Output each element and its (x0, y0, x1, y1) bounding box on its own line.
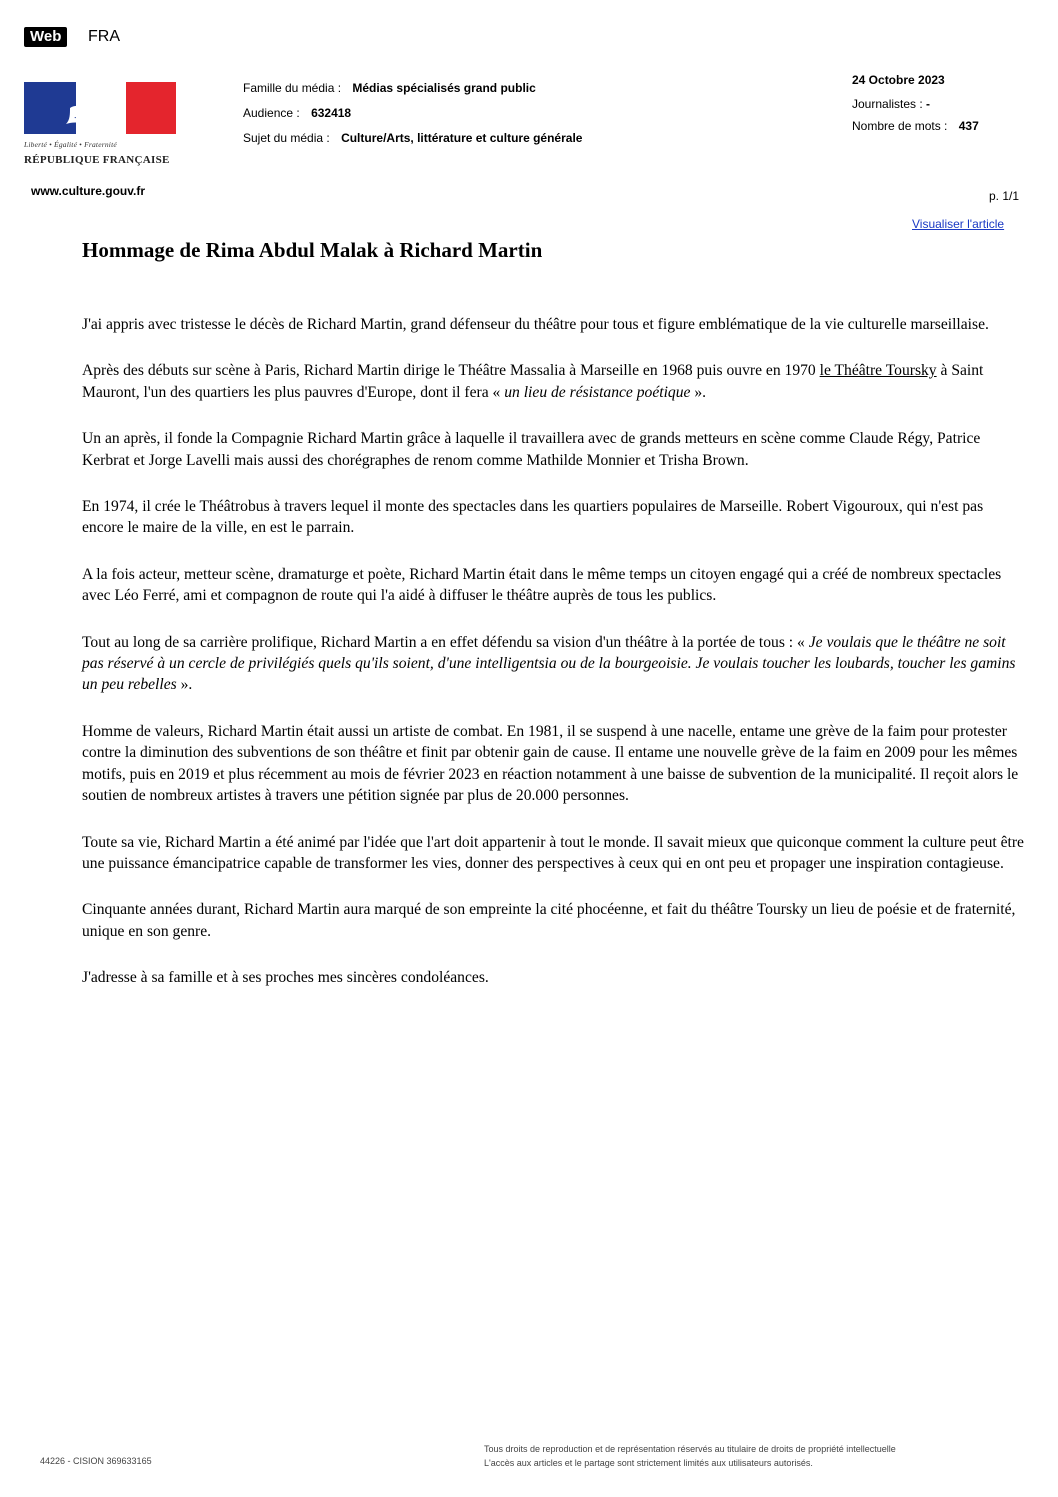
media-site-url: www.culture.gouv.fr (31, 184, 146, 198)
marianne-profile-icon (56, 82, 132, 134)
web-badge: Web (24, 27, 67, 47)
text-fragment: à Saint Mauront, l'un des quartiers les plus pauvres d'Europe, dont il fera « (82, 362, 984, 401)
media-family-value: Médias spécialisés grand public (352, 81, 536, 95)
article-title: Hommage de Rima Abdul Malak à Richard Martin (82, 238, 543, 262)
page-number: p. 1/1 (989, 189, 1020, 203)
publication-date: 24 Octobre 2023 (852, 73, 945, 87)
article-paragraph: En 1974, il crée le Théâtrobus à travers lequel il monte des spectacles dans les quartiers populaires de Marseille. Robert Vigouroux, qui n'est pas encore le maire de la ville, en est le parrain. (82, 498, 984, 537)
subject-value: Culture/Arts, littérature et culture générale (341, 131, 583, 145)
word-count-label: Nombre de mots : (852, 119, 948, 133)
quote-fragment: Je voulais que le théâtre ne soit pas réservé à un cercle de privilégiés quels qu'ils soient, d'une intelligentsia ou de la bourgeoisie. Je voulais toucher les loubards, toucher les gamins un peu rebelles (82, 633, 1016, 694)
journalists (852, 97, 930, 111)
article-paragraph: A la fois acteur, metteur scène, dramaturge et poète, Richard Martin était dans le même temps un citoyen engagé qui a créé de nombreux spectacles avec Léo Ferré, ami et compagnon de route qui l'a aidé à diffuser le théâtre auprès de tous les publics. (82, 565, 1002, 605)
logo-republic: RÉPUBLIQUE FRANÇAISE (24, 154, 170, 166)
footer-rights (484, 1442, 896, 1470)
article-paragraph: J'adresse à sa famille et à ses proches mes sincères condoléances. (82, 969, 489, 987)
theatre-toursky-link[interactable]: le Théâtre Toursky (819, 362, 937, 380)
language-label: FRA (88, 28, 120, 45)
text-fragment: ». (690, 383, 707, 401)
republique-francaise-logo (24, 82, 178, 166)
word-count-value: 437 (958, 119, 979, 133)
footer-document-id: 44226 - CISION 369633165 (40, 1456, 152, 1466)
article-paragraph: J'ai appris avec tristesse le décès de Richard Martin, grand défenseur du théâtre pour tous et figure emblématique de la vie culturelle marseillaise. (82, 316, 989, 333)
word-count (852, 119, 979, 133)
view-article-link[interactable]: Visualiser l'article (912, 217, 1005, 231)
journalists-value: - (926, 97, 931, 111)
text-fragment: Tout au long de sa carrière prolifique, Richard Martin a en effet défendu sa vision d'un théâtre à la portée de tous : « (82, 633, 809, 651)
audience-label: Audience : (243, 106, 300, 120)
journalists-label: Journalistes : (852, 97, 923, 111)
footer-rights-line: L'accès aux articles et le partage sont strictement limités aux utilisateurs autorisés. (484, 1458, 813, 1468)
flag-icon (24, 82, 176, 134)
article-paragraph (82, 632, 1027, 696)
media-audience (243, 106, 351, 120)
media-subject (243, 131, 582, 145)
quote-fragment: un lieu de résistance poétique (504, 383, 691, 401)
logo-motto: Liberté • Égalité • Fraternité (24, 140, 117, 149)
article-paragraph: Cinquante années durant, Richard Martin aura marqué de son empreinte la cité phocéenne, et fait du théâtre Toursky un lieu de poésie et de fraternité, unique en son genre. (82, 901, 1016, 940)
footer-rights-line: Tous droits de reproduction et de représentation réservés au titulaire de droits de propriété intellectuelle (484, 1444, 896, 1454)
article-paragraph: Un an après, il fonde la Compagnie Richard Martin grâce à laquelle il travaillera avec de grands metteurs en scène comme Claude Régy, Patrice Kerbrat et Jorge Lavelli mais aussi des chorégraphes de renom comme Mathilde Monnier et Trisha Brown. (82, 430, 981, 469)
subject-label: Sujet du média : (243, 131, 330, 145)
audience-value: 632418 (311, 106, 352, 120)
article-body (82, 314, 1027, 1014)
article-paragraph (82, 360, 1027, 403)
text-fragment: Après des débuts sur scène à Paris, Richard Martin dirige le Théâtre Massalia à Marseille en 1968 puis ouvre en 1970 (82, 362, 820, 380)
media-family-label: Famille du média : (243, 81, 342, 95)
article-paragraph: Toute sa vie, Richard Martin a été animé par l'idée que l'art doit appartenir à tout le monde. Il savait mieux que quiconque comment la culture peut être une puissance émancipatrice capable de transformer les vies, donner des perspectives à ceux qui en ont peu et propager une inspiration contagieuse. (82, 833, 1024, 872)
text-fragment: ». (176, 676, 193, 694)
media-family (243, 81, 536, 95)
article-paragraph: Homme de valeurs, Richard Martin était aussi un artiste de combat. En 1981, il se suspend à une nacelle, entame une grève de la faim pour protester contre la diminution des subventions de son théâtre et finit par obtenir gain de cause. Il entame une nouvelle grève de la faim en 2009 pour les mêmes motifs, puis en 2019 et plus récemment au mois de février 2023 en réaction notamment à une baisse de subvention de la municipalité. Il reçoit alors le soutien de nombreux artistes à travers une pétition signée par plus de 20.000 personnes. (82, 722, 1019, 805)
